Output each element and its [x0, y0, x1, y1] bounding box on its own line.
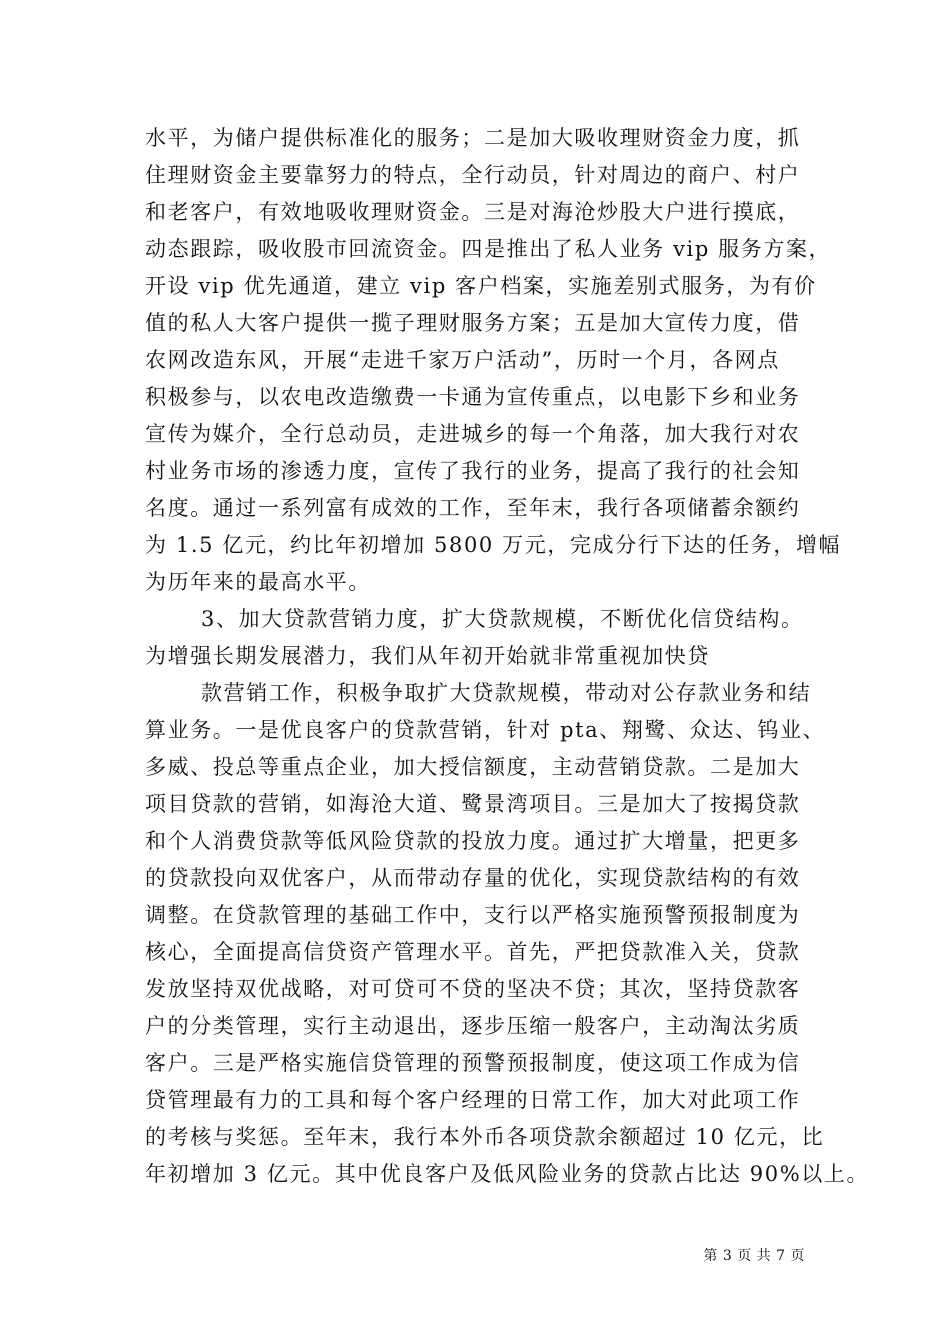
body-text-line: 水平，为储户提供标准化的服务；二是加大吸收理财资金力度，抓	[145, 126, 801, 150]
body-text-line: 值的私人大客户提供一揽子理财服务方案；五是加大宣传力度，借	[145, 311, 801, 335]
body-text-line: 的贷款投向双优客户，从而带动存量的优化，实现贷款结构的有效	[145, 866, 801, 890]
body-text-line: 年初增加 3 亿元。其中优良客户及低风险业务的贷款占比达 90%以上。	[145, 1162, 870, 1186]
body-text-line: 宣传为媒介，全行总动员，走进城乡的每一个角落，加大我行对农	[145, 422, 801, 446]
body-text-line: 为 1.5 亿元，约比年初增加 5800 万元，完成分行下达的任务，增幅	[145, 533, 842, 557]
body-text-line: 调整。在贷款管理的基础工作中，支行以严格实施预警预报制度为	[145, 903, 801, 927]
body-text-line: 动态跟踪，吸收股市回流资金。四是推出了私人业务 vip 服务方案，	[145, 237, 832, 261]
body-text-line: 农网改造东风，开展“走进千家万户活动”，历时一个月，各网点	[145, 348, 780, 372]
body-text-line: 村业务市场的渗透力度，宣传了我行的业务，提高了我行的社会知	[145, 459, 801, 483]
body-text-line: 贷管理最有力的工具和每个客户经理的日常工作，加大对此项工作	[145, 1088, 801, 1112]
body-text-line: 项目贷款的营销，如海沧大道、鹭景湾项目。三是加大了按揭贷款	[145, 792, 801, 816]
body-text-line: 开设 vip 优先通道，建立 vip 客户档案，实施差别式服务，为有价	[145, 274, 817, 298]
body-text-line: 核心，全面提高信贷资产管理水平。首先，严把贷款准入关，贷款	[145, 940, 801, 964]
body-text-line: 住理财资金主要靠努力的特点，全行动员，针对周边的商户、村户	[145, 163, 801, 187]
body-text-line: 算业务。一是优良客户的贷款营销，针对 pta、翔鹭、众达、钨业、	[145, 718, 826, 742]
body-text-line: 款营销工作，积极争取扩大贷款规模，带动对公存款业务和结	[201, 681, 812, 705]
body-text-line: 为增强长期发展潜力，我们从年初开始就非常重视加快贷	[145, 644, 710, 668]
body-text-line: 名度。通过一系列富有成效的工作，至年末，我行各项储蓄余额约	[145, 496, 801, 520]
page-number-footer: 第 3 页 共 7 页	[703, 1248, 805, 1264]
body-text-line: 的考核与奖惩。至年末，我行本外币各项贷款余额超过 10 亿元，比	[145, 1125, 825, 1149]
body-text-line: 发放坚持双优战略，对可贷可不贷的坚决不贷；其次，坚持贷款客	[145, 977, 801, 1001]
body-text-line: 客户。三是严格实施信贷管理的预警预报制度，使这项工作成为信	[145, 1051, 801, 1075]
body-text-line: 和个人消费贷款等低风险贷款的投放力度。通过扩大增量，把更多	[145, 829, 801, 853]
body-text-line: 为历年来的最高水平。	[145, 570, 371, 594]
section-heading-line: 3、加大贷款营销力度，扩大贷款规模，不断优化信贷结构。	[201, 607, 804, 631]
body-text-line: 户的分类管理，实行主动退出，逐步压缩一般客户，主动淘汰劣质	[145, 1014, 801, 1038]
body-text-line: 和老客户，有效地吸收理财资金。三是对海沧炒股大户进行摸底，	[145, 200, 801, 224]
body-text-line: 多威、投总等重点企业，加大授信额度，主动营销贷款。二是加大	[145, 755, 801, 779]
body-text-line: 积极参与，以农电改造缴费一卡通为宣传重点，以电影下乡和业务	[145, 385, 801, 409]
